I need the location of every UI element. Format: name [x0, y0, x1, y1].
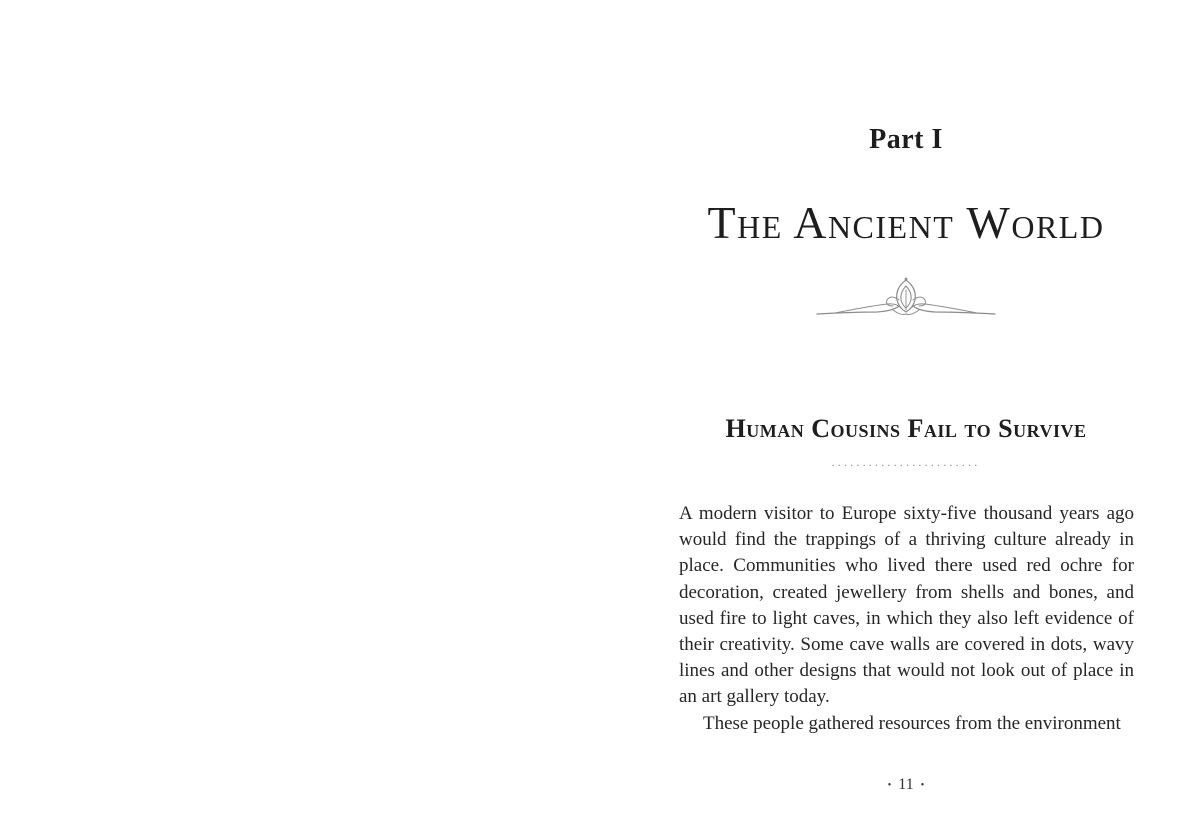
page-number: 11 [898, 776, 914, 793]
chapter-dotted-rule: ........................ [831, 455, 981, 469]
bullet-right: • [920, 779, 925, 791]
paragraph: These people gathered resources from the environment [703, 712, 1121, 734]
bullet-left: • [887, 779, 892, 791]
page-number-footer [600, 776, 1200, 794]
scroll-flourish-icon [815, 276, 997, 320]
part-title: The Ancient World [707, 197, 1105, 248]
part-label: Part I [869, 124, 943, 155]
paragraph: A modern visitor to Europe sixty-five thousand years ago would find the trappings of a thriving culture already in place. Communities who lived there used red ochre for decoration, created jewellery from shells and bones, and used fire to light caves, in which they also left evidence of their creativity. Some cave walls are covered in dots, wavy lines and other designs that would not look out of place in an art gallery today. [679, 503, 1134, 708]
chapter-title: Human Cousins Fail to Survive [725, 414, 1087, 443]
right-page [600, 0, 1200, 826]
body-text [679, 501, 1134, 737]
